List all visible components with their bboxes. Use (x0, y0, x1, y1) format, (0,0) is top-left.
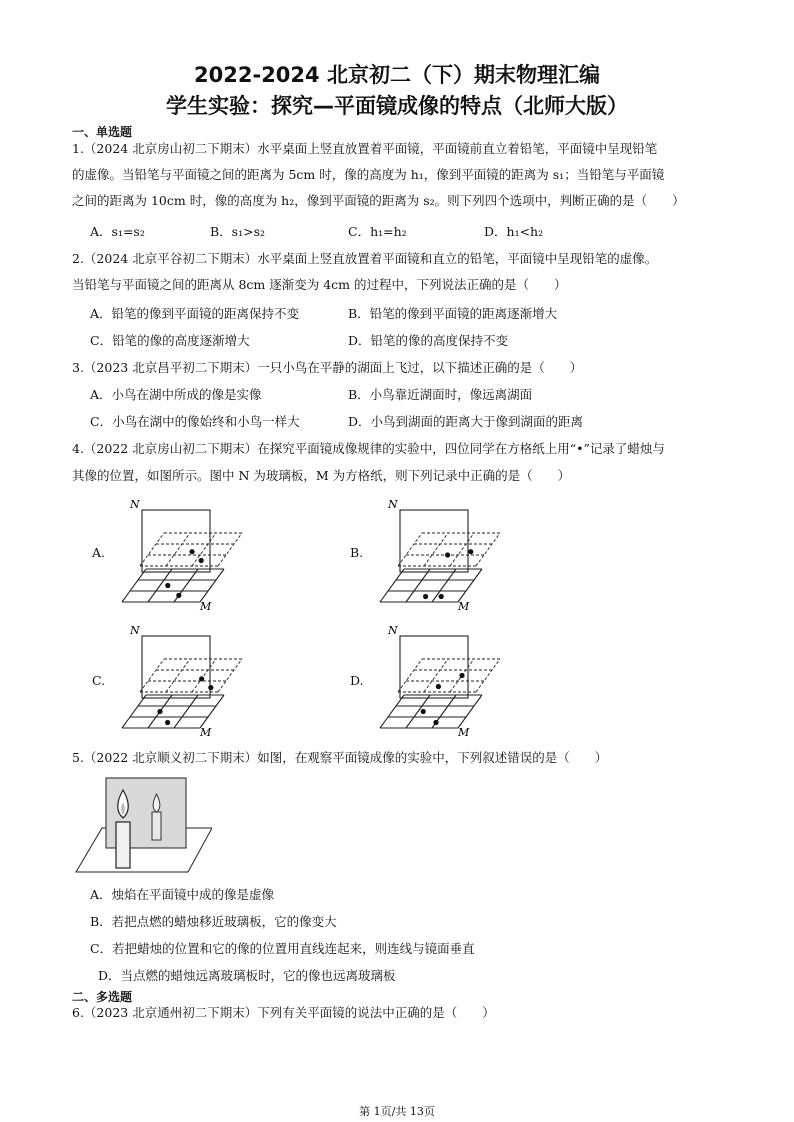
q1-option-d: D．h₁<h₂ (484, 224, 544, 239)
paper-grid-line (122, 695, 146, 728)
candle-position-dot (433, 720, 438, 725)
paper-label-m: M (200, 726, 212, 738)
q4-figure-d (376, 620, 516, 738)
image-grid-line (424, 533, 448, 566)
paper-grid-line (200, 695, 224, 728)
title-line-1: 2022-2024 北京初二（下）期末物理汇编 (194, 63, 600, 87)
glass-plate-n (142, 636, 210, 698)
paper-grid-line (458, 695, 482, 728)
paper-grid-line (200, 569, 224, 602)
candle-position-dot (157, 709, 162, 714)
q1-line-2: 的虚像。当铅笔与平面镜之间的距离为 5cm 时，像的高度为 h₁，像到平面镜的距离为 s₁；当铅笔与平面镜 (72, 167, 665, 182)
paper-grid-line (380, 569, 404, 602)
q5-option-d: D．当点燃的蜡烛远离玻璃板时，它的像也远离玻璃板 (98, 968, 396, 983)
image-position-dot (436, 684, 441, 689)
page-footer: 第 1页/共 13页 (359, 1105, 435, 1118)
image-position-dot (189, 549, 194, 554)
candle-position-dot (176, 593, 181, 598)
q1-option-c: C．h₁=h₂ (348, 224, 407, 239)
image-grid-line (166, 533, 190, 566)
q2-option-c: C．铅笔的像的高度逐渐增大 (90, 333, 250, 348)
q4-option-c-label: C. (92, 673, 106, 688)
q4-option-a-label: A. (92, 545, 106, 560)
candle-position-dot (423, 594, 428, 599)
title-line-2: 学生实验：探究—平面镜成像的特点（北师大版） (166, 94, 628, 118)
paper-label-m: M (458, 726, 470, 738)
q1-line-3: 之间的距离为 10cm 时，像的高度为 h₂，像到平面镜的距离为 s₂。则下列四个选项中，判断正确的是（ ） (72, 193, 685, 208)
q4-figure-b (376, 494, 516, 612)
q1-line-1: 1.（2024 北京房山初二下期末）水平桌面上竖直放置着平面镜，平面镜前直立着铅笔，平面镜中呈现铅笔 (72, 141, 658, 156)
candle-position-dot (165, 583, 170, 588)
q3-option-a: A．小鸟在湖中所成的像是实像 (90, 387, 262, 402)
q6-line-1: 6.（2023 北京通州初二下期末）下列有关平面镜的说法中正确的是（ ） (72, 1005, 495, 1020)
image-position-dot (445, 552, 450, 557)
q4-figure-a (118, 494, 258, 612)
q5-option-b: B．若把点燃的蜡烛移近玻璃板，它的像变大 (90, 914, 337, 929)
paper-label-m: M (200, 600, 212, 612)
paper-grid-line (380, 695, 404, 728)
image-position-dot (468, 549, 473, 554)
q2-line-2: 当铅笔与平面镜之间的距离从 8cm 逐渐变为 4cm 的过程中，下列说法正确的是（ ） (72, 277, 567, 292)
image-grid-line (476, 533, 500, 566)
image-position-dot (459, 673, 464, 678)
image-grid-line (140, 533, 164, 566)
paper-grid-line (432, 569, 456, 602)
q5-candle-mirror-figure (72, 776, 212, 876)
q1-option-b: B．s₁>s₂ (210, 224, 266, 239)
glass-plate-n (400, 510, 468, 572)
glass-label-n: N (130, 624, 140, 637)
glass-label-n: N (130, 498, 140, 511)
paper-grid-line (406, 695, 430, 728)
q2-line-1: 2.（2024 北京平谷初二下期末）水平桌面上竖直放置着平面镜和直立的铅笔，平面镜中呈现铅笔的虚像。 (72, 251, 658, 266)
q2-option-b: B．铅笔的像到平面镜的距离逐渐增大 (348, 306, 558, 321)
q4-option-b-label: B. (350, 545, 364, 560)
image-grid-line (476, 659, 500, 692)
section-single-choice: 一、单选题 (72, 125, 133, 139)
q1-option-a: A．s₁=s₂ (90, 224, 145, 239)
image-grid-line (192, 533, 216, 566)
q3-option-d: D．小鸟到湖面的距离大于像到湖面的距离 (348, 414, 584, 429)
section-multiple-choice: 二、多选题 (72, 990, 133, 1004)
q2-option-a: A．铅笔的像到平面镜的距离保持不变 (90, 306, 300, 321)
q3-option-b: B．小鸟靠近湖面时，像远离湖面 (348, 387, 533, 402)
image-grid-line (218, 533, 242, 566)
q4-line-2: 其像的位置，如图所示。图中 N 为玻璃板，M 为方格纸，则下列记录中正确的是（ ） (72, 468, 571, 483)
image-position-dot (208, 685, 213, 690)
image-grid-line (140, 659, 164, 692)
candle-position-dot (165, 720, 170, 725)
candle-position-dot (421, 709, 426, 714)
image-position-dot (199, 558, 204, 563)
image-grid-line (398, 659, 422, 692)
paper-label-m: M (458, 600, 470, 612)
glass-label-n: N (388, 624, 398, 637)
paper-grid-line (458, 569, 482, 602)
q5-line-1: 5.（2022 北京顺义初二下期末）如图，在观察平面镜成像的实验中，下列叙述错误的是（ ） (72, 750, 608, 765)
glass-label-n: N (388, 498, 398, 511)
glass-plate-n (400, 636, 468, 698)
q3-line-1: 3.（2023 北京昌平初二下期末）一只小鸟在平静的湖面上飞过，以下描述正确的是（ ） (72, 360, 583, 375)
q4-figure-c (118, 620, 258, 738)
image-grid-line (398, 533, 422, 566)
q5-option-a: A．烛焰在平面镜中成的像是虚像 (90, 887, 275, 902)
image-grid-line (218, 659, 242, 692)
paper-grid-line (174, 695, 198, 728)
candle-image (152, 812, 161, 840)
q3-option-c: C．小鸟在湖中的像始终和小鸟一样大 (90, 414, 300, 429)
image-position-dot (199, 676, 204, 681)
q5-option-c: C．若把蜡烛的位置和它的像的位置用直线连起来，则连线与镜面垂直 (90, 941, 475, 956)
image-grid-line (166, 659, 190, 692)
glass-plate-n (142, 510, 210, 572)
candle-position-dot (439, 594, 444, 599)
candle (116, 822, 130, 868)
q4-line-1: 4.（2022 北京房山初二下期末）在探究平面镜成像规律的实验中，四位同学在方格纸上用“•”记录了蜡烛与 (72, 441, 665, 456)
paper-grid-line (122, 569, 146, 602)
q4-option-d-label: D. (350, 673, 364, 688)
q2-option-d: D．铅笔的像的高度保持不变 (348, 333, 509, 348)
